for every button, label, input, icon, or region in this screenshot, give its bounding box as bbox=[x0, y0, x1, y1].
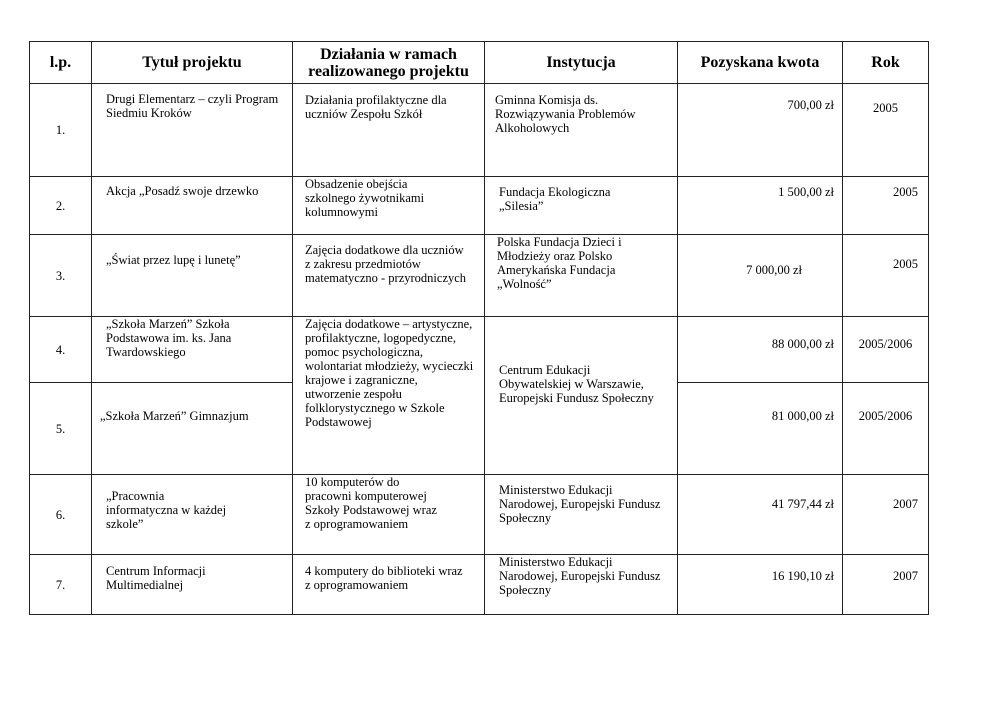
cell-amount bbox=[678, 317, 843, 383]
cell-institution bbox=[485, 475, 678, 555]
institution-text: Ministerstwo Edukacji Narodowej, Europejski Fundusz Społeczny bbox=[499, 555, 661, 597]
cell-year bbox=[843, 475, 929, 555]
year-text: 2005 bbox=[893, 185, 918, 199]
institution-text: Gminna Komisja ds. Rozwiązywania Problemów Alkoholowych bbox=[495, 93, 636, 135]
cell-amount bbox=[678, 475, 843, 555]
actions-text: 10 komputerów do pracowni komputerowej Szkoły Podstawowej wraz z oprogramowaniem bbox=[305, 475, 437, 531]
lp-text: 2. bbox=[55, 198, 66, 213]
amount-text: 1 500,00 zł bbox=[778, 185, 834, 199]
year-text: 2005/2006 bbox=[858, 337, 913, 351]
cell-actions bbox=[293, 84, 485, 177]
cell-institution bbox=[485, 555, 678, 615]
institution-text: Centrum Edukacji Obywatelskiej w Warszawie, Europejski Fundusz Społeczny bbox=[499, 363, 654, 405]
cell-title bbox=[92, 317, 293, 383]
cell-actions bbox=[293, 177, 485, 235]
cell-year bbox=[843, 177, 929, 235]
year-text: 2005/2006 bbox=[858, 409, 913, 423]
title-text: „Szkoła Marzeń” Szkoła Podstawowa im. ks. Jana Twardowskiego bbox=[106, 317, 232, 359]
amount-text: 81 000,00 zł bbox=[771, 409, 834, 423]
title-text: „Świat przez lupę i lunetę” bbox=[106, 253, 241, 267]
cell-amount bbox=[678, 383, 843, 475]
cell-actions bbox=[293, 235, 485, 317]
cell-institution bbox=[485, 317, 678, 475]
projects-table bbox=[29, 41, 929, 615]
cell-lp bbox=[30, 84, 92, 177]
actions-text: Zajęcia dodatkowe – artystyczne, profilaktyczne, logopedyczne, pomoc psychologiczna, wolontariat młodzieży, wycieczki krajowe i zagraniczne, utworzenie zespołu folklorystycznego w Szkole Podstawowej bbox=[305, 317, 474, 429]
header-row bbox=[30, 42, 929, 84]
cell-lp bbox=[30, 177, 92, 235]
cell-amount bbox=[678, 555, 843, 615]
header-year: Rok bbox=[843, 42, 929, 84]
cell-year bbox=[843, 84, 929, 177]
header-title: Tytuł projektu bbox=[92, 42, 293, 84]
actions-text: Działania profilaktyczne dla uczniów Zespołu Szkół bbox=[305, 93, 447, 121]
cell-lp bbox=[30, 235, 92, 317]
cell-title bbox=[92, 84, 293, 177]
cell-title bbox=[92, 555, 293, 615]
lp-text: 5. bbox=[55, 421, 66, 436]
cell-title bbox=[92, 383, 293, 475]
actions-text: Zajęcia dodatkowe dla uczniów z zakresu przedmiotów matematyczno - przyrodniczych bbox=[305, 243, 467, 285]
amount-text: 16 190,10 zł bbox=[771, 569, 834, 583]
cell-lp bbox=[30, 475, 92, 555]
amount-text: 41 797,44 zł bbox=[771, 497, 834, 511]
table-row bbox=[30, 177, 929, 235]
cell-lp bbox=[30, 317, 92, 383]
title-text: Drugi Elementarz – czyli Program Siedmiu Kroków bbox=[106, 92, 279, 120]
year-text: 2005 bbox=[873, 101, 898, 115]
cell-amount bbox=[678, 177, 843, 235]
cell-actions bbox=[293, 555, 485, 615]
year-text: 2007 bbox=[893, 497, 918, 511]
cell-title bbox=[92, 475, 293, 555]
actions-text: Obsadzenie obejścia szkolnego żywotnikami kolumnowymi bbox=[305, 177, 425, 219]
lp-text: 6. bbox=[55, 507, 66, 522]
cell-lp bbox=[30, 555, 92, 615]
amount-text: 7 000,00 zł bbox=[746, 263, 802, 277]
institution-text: Fundacja Ekologiczna „Silesia” bbox=[499, 185, 611, 213]
table-row bbox=[30, 555, 929, 615]
lp-text: 4. bbox=[55, 342, 66, 357]
header-amount: Pozyskana kwota bbox=[678, 42, 843, 84]
table-row bbox=[30, 317, 929, 383]
cell-title bbox=[92, 235, 293, 317]
year-text: 2007 bbox=[893, 569, 918, 583]
cell-lp bbox=[30, 383, 92, 475]
header-institution: Instytucja bbox=[485, 42, 678, 84]
title-text: Akcja „Posadź swoje drzewko bbox=[106, 184, 259, 198]
cell-actions bbox=[293, 317, 485, 475]
title-text: Centrum Informacji Multimedialnej bbox=[106, 564, 206, 592]
cell-institution bbox=[485, 177, 678, 235]
actions-text: 4 komputery do biblioteki wraz z oprogramowaniem bbox=[305, 564, 463, 592]
table-row bbox=[30, 475, 929, 555]
cell-year bbox=[843, 383, 929, 475]
title-text: „Pracownia informatyczna w każdej szkole” bbox=[106, 489, 227, 531]
cell-institution bbox=[485, 84, 678, 177]
lp-text: 7. bbox=[55, 577, 66, 592]
table-row bbox=[30, 84, 929, 177]
cell-year bbox=[843, 555, 929, 615]
title-text: „Szkoła Marzeń” Gimnazjum bbox=[100, 409, 249, 423]
cell-amount bbox=[678, 84, 843, 177]
lp-text: 3. bbox=[55, 268, 66, 283]
cell-year bbox=[843, 317, 929, 383]
cell-year bbox=[843, 235, 929, 317]
lp-text: 1. bbox=[55, 123, 66, 137]
amount-text: 700,00 zł bbox=[787, 98, 834, 112]
table-row bbox=[30, 235, 929, 317]
cell-title bbox=[92, 177, 293, 235]
cell-actions bbox=[293, 475, 485, 555]
institution-text: Ministerstwo Edukacji Narodowej, Europejski Fundusz Społeczny bbox=[499, 483, 661, 525]
amount-text: 88 000,00 zł bbox=[771, 337, 834, 351]
cell-amount bbox=[678, 235, 843, 317]
institution-text: Polska Fundacja Dzieci i Młodzieży oraz Polsko Amerykańska Fundacja „Wolność” bbox=[497, 235, 622, 291]
header-actions: Działania w ramach realizowanego projektu bbox=[293, 42, 485, 84]
cell-institution bbox=[485, 235, 678, 317]
header-lp: l.p. bbox=[30, 42, 92, 84]
year-text: 2005 bbox=[893, 257, 918, 271]
